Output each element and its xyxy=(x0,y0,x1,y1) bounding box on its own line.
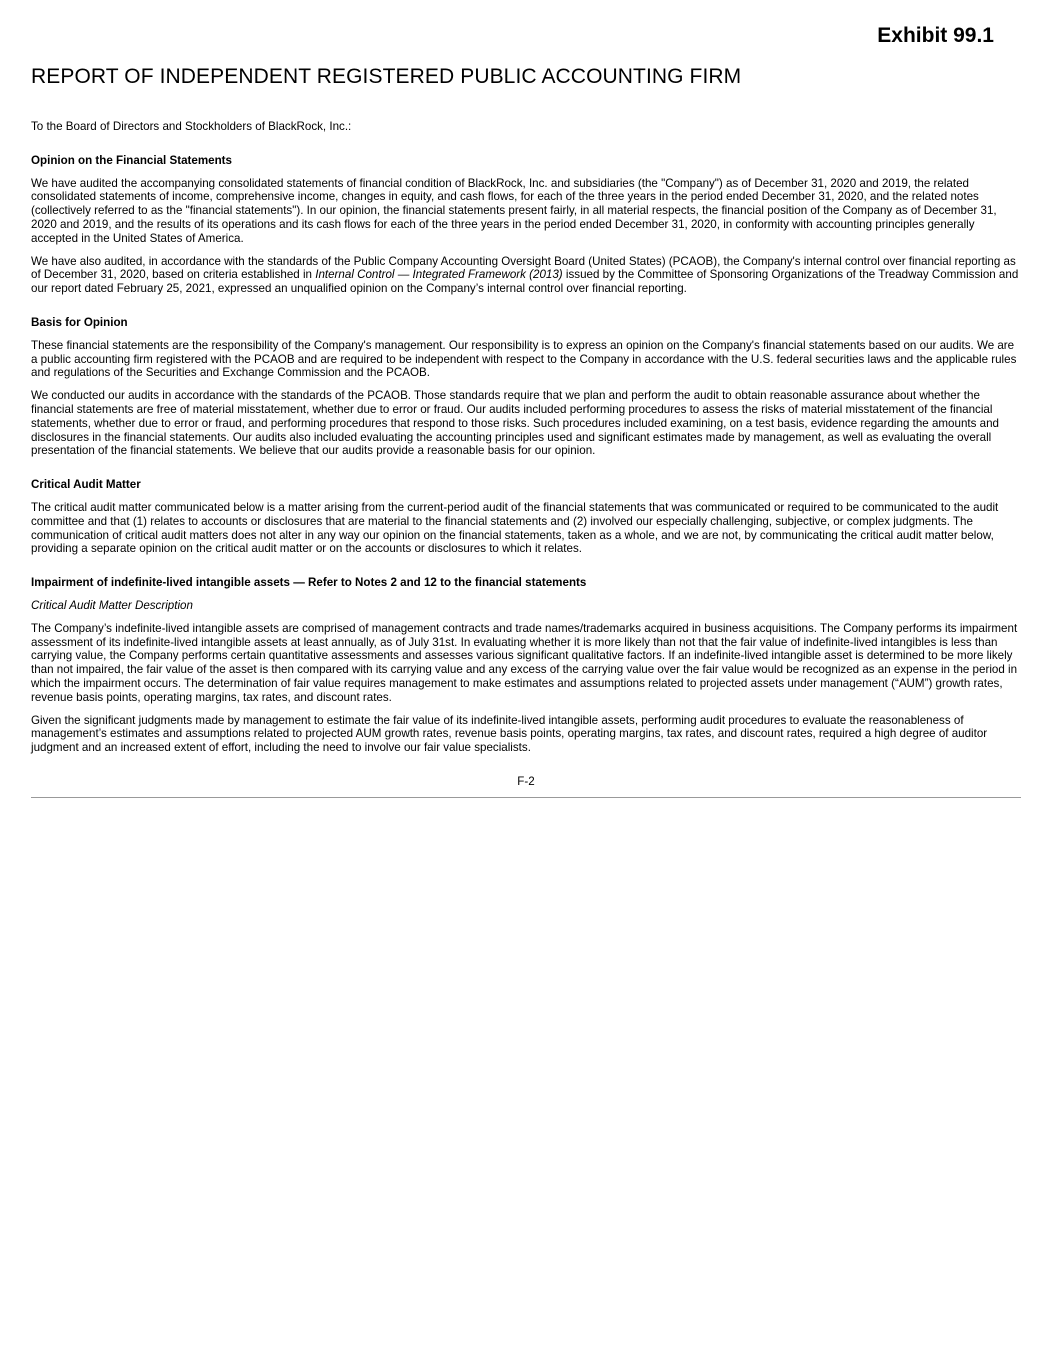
critical-audit-matter-paragraph: The critical audit matter communicated below is a matter arising from the current-period audit of the financial statements that was communicated or required to be communicated to the audit committee and that (1) relates to accounts or disclosures that are material to the financial statements and (2) involved our especially challenging, subjective, or complex judgments. The communication of critical audit matters does not alter in any way our opinion on the financial statements, taken as a whole, and we are not, by communicating the critical audit matter below, providing a separate opinion on the critical audit matter or on the accounts or disclosures to which it relates. xyxy=(31,500,999,556)
opinion-paragraph-1: We have audited the accompanying consolidated statements of financial condition of BlackRock, Inc. and subsidiaries (the "Company") as of December 31, 2020 and 2019, the related consolidated statements of income, comprehensive income, changes in equity, and cash flows, for each of the three years in the period ended December 31, 2020, and the related notes (collectively referred to as the "financial statements"). In our opinion, the financial statements present fairly, in all material respects, the financial position of the Company as of December 31, 2020 and 2019, and the results of its operations and its cash flows for each of the three years in the period ended December 31, 2020, in conformity with accounting principles generally accepted in the United States of America. xyxy=(31,176,997,245)
opinion-p2-framework-title: Internal Control — Integrated Framework (2013) xyxy=(315,268,563,282)
impairment-paragraph-2: Given the significant judgments made by management to estimate the fair value of its indefinite-lived intangible assets, performing audit procedures to evaluate the reasonableness of management’s estimates and assumptions related to projected AUM growth rates, revenue basis points, operating margins, tax rates, and discount rates, required a high degree of auditor judgment and an increased extent of effort, including the need to involve our fair value specialists. xyxy=(31,713,988,755)
basis-paragraph-1: These financial statements are the responsibility of the Company's management. Our responsibility is to express an opinion on the Company's financial statements based on our audits. We are a public accounting firm registered with the PCAOB and are required to be independent with respect to the Company in accordance with the U.S. federal securities laws and the applicable rules and regulations of the Securities and Exchange Commission and the PCAOB. xyxy=(31,338,1017,380)
document-body xyxy=(31,120,1021,798)
opinion-p2-text-after: issued by the Committee of Sponsoring Organizations of the Treadway Commission and our report dated February 25, 2021, expressed an unqualified opinion on the Company’s internal control over financial reporting. xyxy=(31,268,1019,296)
impairment-paragraph-1: The Company’s indefinite-lived intangible assets are comprised of management contracts and trade names/trademarks acquired in business acquisitions. The Company performs its impairment assessment of its indefinite-lived intangible assets at least annually, as of July 31st. In evaluating whether it is more likely than not that the fair value of indefinite-lived intangibles is less than carrying value, the Company performs certain quantitative assessments and assesses various significant qualitative factors. If an indefinite-lived intangible asset is determined to be more likely than not impaired, the fair value of the asset is then compared with its carrying value and any excess of the carrying value over the fair value would be recognized as an expense in the period in which the impairment occurs. The determination of fair value requires management to make estimates and assumptions related to projected assets under management (“AUM”) growth rates, revenue basis points, operating margins, tax rates, and discount rates. xyxy=(31,621,1018,704)
page-divider xyxy=(31,797,1021,798)
exhibit-label: Exhibit 99.1 xyxy=(877,24,994,47)
opinion-heading: Opinion on the Financial Statements xyxy=(31,153,232,167)
opinion-paragraph-2 xyxy=(31,255,1021,296)
basis-heading: Basis for Opinion xyxy=(31,315,128,329)
impairment-heading: Impairment of indefinite-lived intangible assets — Refer to Notes 2 and 12 to the financial statements xyxy=(31,576,587,590)
opinion-p2-text-before: We have also audited, in accordance with the standards of the Public Company Accounting Oversight Board (United States) (PCAOB), the Company's internal control over financial reporting as of December 31, 2020, based on criteria established in xyxy=(31,254,1016,282)
addressee: To the Board of Directors and Stockholders of BlackRock, Inc.: xyxy=(31,120,352,133)
impairment-subheading: Critical Audit Matter Description xyxy=(31,598,193,612)
basis-paragraph-2: We conducted our audits in accordance with the standards of the PCAOB. Those standards require that we plan and perform the audit to obtain reasonable assurance about whether the financial statements are free of material misstatement, whether due to error or fraud. Our audits included performing procedures to assess the risks of material misstatement of the financial statements, whether due to error or fraud, and performing procedures that respond to those risks. Such procedures included examining, on a test basis, evidence regarding the amounts and disclosures in the financial statements. Our audits also included evaluating the accounting principles used and significant estimates made by management, as well as evaluating the overall presentation of the financial statements. We believe that our audits provide a reasonable basis for our opinion. xyxy=(31,389,999,458)
report-title: REPORT OF INDEPENDENT REGISTERED PUBLIC ACCOUNTING FIRM xyxy=(31,65,742,88)
critical-audit-matter-heading: Critical Audit Matter xyxy=(31,478,141,492)
page-number: F-2 xyxy=(517,774,535,788)
